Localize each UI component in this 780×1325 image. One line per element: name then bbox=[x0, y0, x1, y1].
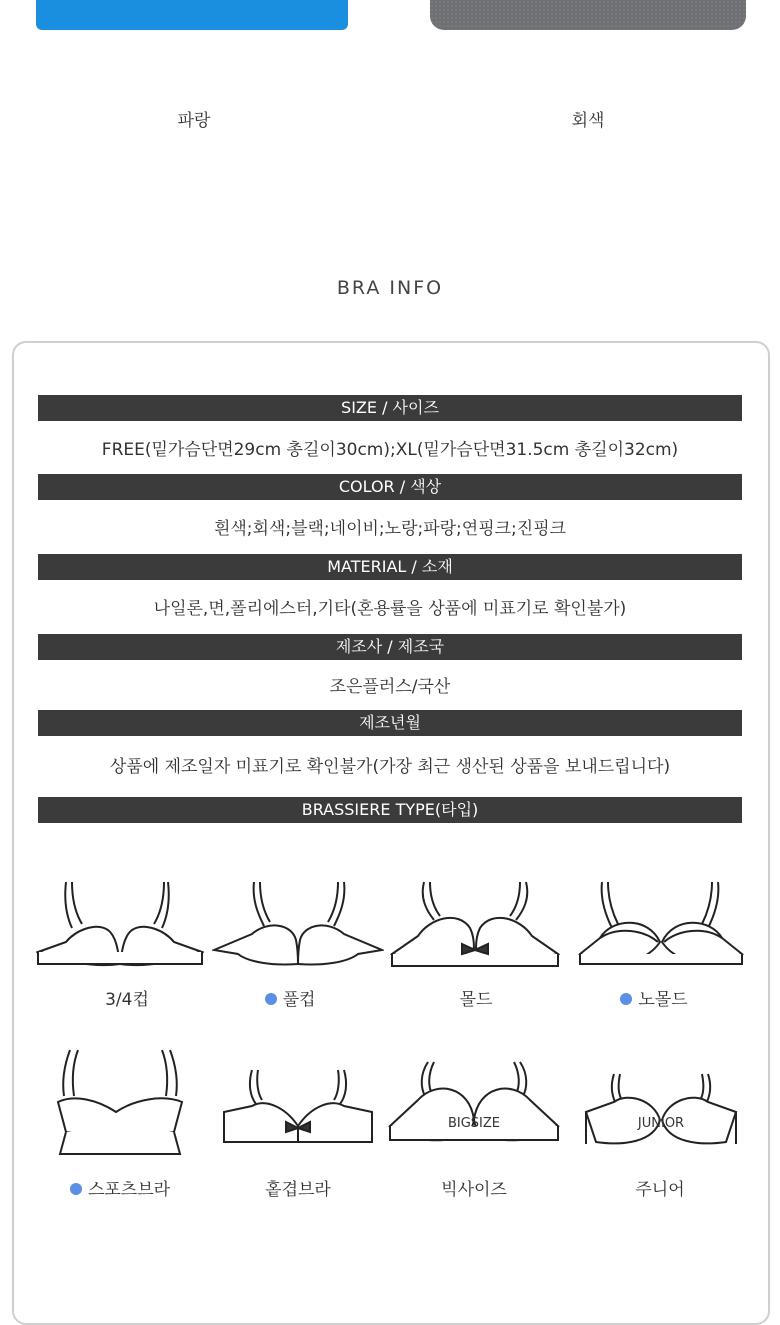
color-label-blue: 파랑 bbox=[177, 111, 211, 131]
material-header: MATERIAL / 소재 bbox=[38, 554, 742, 580]
color-swatch-gray bbox=[430, 0, 746, 30]
selected-dot-icon bbox=[265, 993, 277, 1005]
type-label-junior: 주니어 bbox=[635, 1180, 685, 1200]
date-header: 제조년월 bbox=[38, 710, 742, 736]
size-value: FREE(밑가슴단면29cm 총길이30cm);XL(밑가슴단면31.5cm 총길이32cm) bbox=[101, 440, 679, 460]
type-label-34cup: 3/4컵 bbox=[105, 990, 149, 1010]
color-header: COLOR / 색상 bbox=[38, 474, 742, 500]
bra-bigsize-icon bbox=[388, 1060, 560, 1144]
bra-single-icon bbox=[222, 1068, 374, 1144]
type-label-nomold: 노몰드 bbox=[564, 985, 744, 1010]
type-label-bigsize: 빅사이즈 bbox=[441, 1180, 507, 1200]
type-label-single: 홑겹브라 bbox=[265, 1180, 331, 1200]
bra-sports-icon bbox=[54, 1046, 186, 1158]
size-header: SIZE / 사이즈 bbox=[38, 395, 742, 421]
color-label-gray: 회색 bbox=[571, 111, 605, 131]
bra-mold-icon bbox=[390, 880, 560, 968]
bra-fullcup-icon bbox=[212, 880, 384, 968]
bigsize-print: BIGSIZE bbox=[447, 1116, 501, 1131]
material-value: 나일론,면,폴리에스터,기타(혼용률을 상품에 미표기로 확인불가) bbox=[153, 599, 627, 619]
type-header: BRASSIERE TYPE(타입) bbox=[38, 797, 742, 823]
bra-nomold-icon bbox=[578, 880, 744, 968]
bra-junior-icon bbox=[584, 1072, 738, 1148]
type-label-mold: 몰드 bbox=[459, 990, 493, 1010]
section-title: BRA INFO bbox=[336, 277, 444, 299]
date-value: 상품에 제조일자 미표기로 확인불가(가장 최근 생산된 상품을 보내드립니다) bbox=[109, 757, 671, 777]
color-swatch-blue bbox=[36, 0, 348, 30]
selected-dot-icon bbox=[70, 1183, 82, 1195]
maker-value: 조은플러스/국산 bbox=[329, 677, 451, 697]
color-value: 흰색;회색;블랙;네이비;노랑;파랑;연핑크;진핑크 bbox=[213, 519, 567, 539]
junior-print: JUNIOR bbox=[637, 1116, 685, 1131]
type-label-fullcup: 풀컵 bbox=[200, 985, 380, 1010]
bra-34cup-icon bbox=[36, 880, 204, 968]
type-label-sports: 스포츠브라 bbox=[30, 1175, 210, 1200]
selected-dot-icon bbox=[620, 993, 632, 1005]
maker-header: 제조사 / 제조국 bbox=[38, 634, 742, 660]
